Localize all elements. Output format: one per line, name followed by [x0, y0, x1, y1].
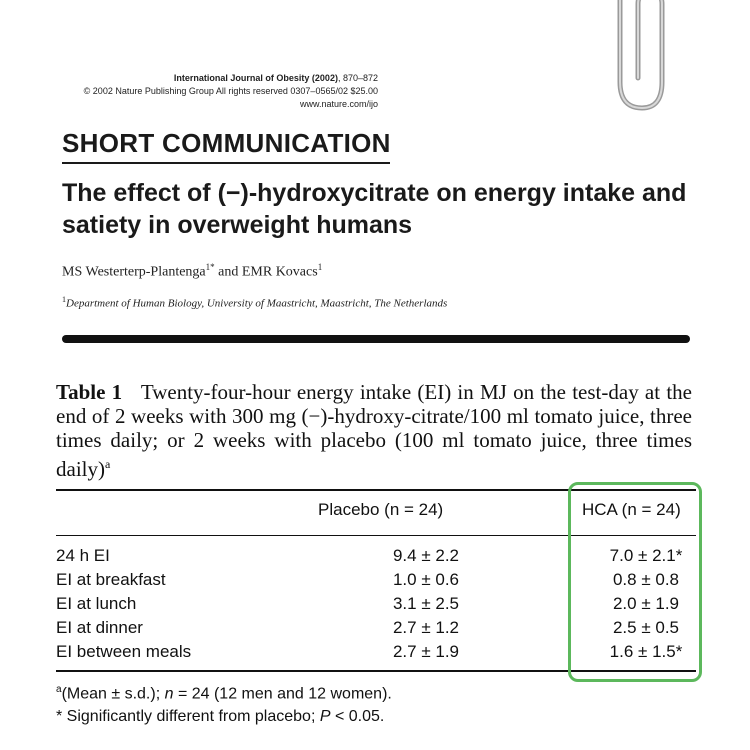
footnote-a	[56, 684, 392, 703]
affiliation	[62, 295, 447, 310]
hca-value: 2.5 ± 0.5	[612, 618, 680, 637]
footnote-a-mark: a	[56, 684, 62, 695]
hca-value: 7.0 ± 2.1*	[609, 546, 683, 565]
row-label: EI at breakfast	[56, 570, 166, 589]
placebo-value: 2.7 ± 1.2	[392, 618, 460, 637]
row-label: EI between meals	[56, 642, 192, 661]
section-label: SHORT COMMUNICATION	[62, 128, 391, 158]
table-caption-text: Twenty-four-hour energy intake (EI) in MJ on the test-day at the end of 2 weeks with 300 mg (−)-hydroxy-citrate/100 ml tomato juice, three times daily; or 2 weeks with placebo (100 ml tomato juice, three times daily)	[56, 380, 692, 481]
section-rule	[62, 162, 390, 164]
placebo-value: 1.0 ± 0.6	[392, 570, 460, 589]
placebo-value: 2.7 ± 1.9	[392, 642, 460, 661]
article-title: The effect of (−)-hydroxycitrate on energy intake and satiety in overweight humans	[62, 179, 687, 239]
footnote-a-pre: (Mean ± s.d.);	[61, 685, 165, 703]
affiliation-text: Department of Human Biology, University of Maastricht, Maastricht, The Netherlands	[66, 297, 448, 310]
authors	[62, 262, 322, 281]
footnote-star-post: < 0.05.	[330, 708, 385, 725]
copyright-line: © 2002 Nature Publishing Group All rights reserved 0307–0565/02 $25.00	[83, 86, 378, 96]
column-header-hca: HCA (n = 24)	[582, 500, 681, 519]
author-2-mark: 1	[317, 262, 323, 272]
author-2: EMR Kovacs	[241, 264, 318, 280]
journal-header	[60, 72, 378, 111]
hca-column-highlight	[568, 482, 702, 682]
heavy-divider	[62, 335, 690, 343]
footnote-a-n: n	[164, 685, 174, 703]
paperclip-icon	[598, 0, 678, 120]
table-caption	[56, 380, 692, 481]
row-label: EI at lunch	[56, 594, 137, 613]
footnote-star-p: P	[319, 708, 331, 725]
journal-url: www.nature.com/ijo	[299, 99, 378, 109]
placebo-value: 3.1 ± 2.5	[392, 594, 460, 613]
journal-pages: , 870–872	[337, 73, 378, 83]
author-and: and	[214, 264, 242, 280]
column-header-placebo: Placebo (n = 24)	[318, 500, 444, 519]
hca-value: 1.6 ± 1.5*	[609, 642, 683, 661]
placebo-value: 9.4 ± 2.2	[392, 546, 460, 565]
journal-citation	[60, 72, 378, 85]
author-1: MS Westerterp-Plantenga	[62, 264, 206, 280]
author-1-mark: 1*	[205, 262, 215, 272]
footnote-star	[56, 708, 384, 726]
table-label: Table 1	[56, 380, 123, 404]
row-label: EI at dinner	[56, 618, 143, 637]
hca-value: 2.0 ± 1.9	[612, 594, 680, 613]
table-caption-mark: a	[104, 457, 111, 471]
journal-name: International Journal of Obesity (2002)	[173, 73, 338, 83]
footnote-a-post: = 24 (12 men and 12 women).	[173, 685, 392, 703]
affiliation-mark: 1	[62, 295, 66, 304]
hca-value: 0.8 ± 0.8	[612, 570, 680, 589]
row-label: 24 h EI	[56, 546, 110, 565]
footnote-star-pre: * Significantly different from placebo;	[56, 708, 320, 725]
